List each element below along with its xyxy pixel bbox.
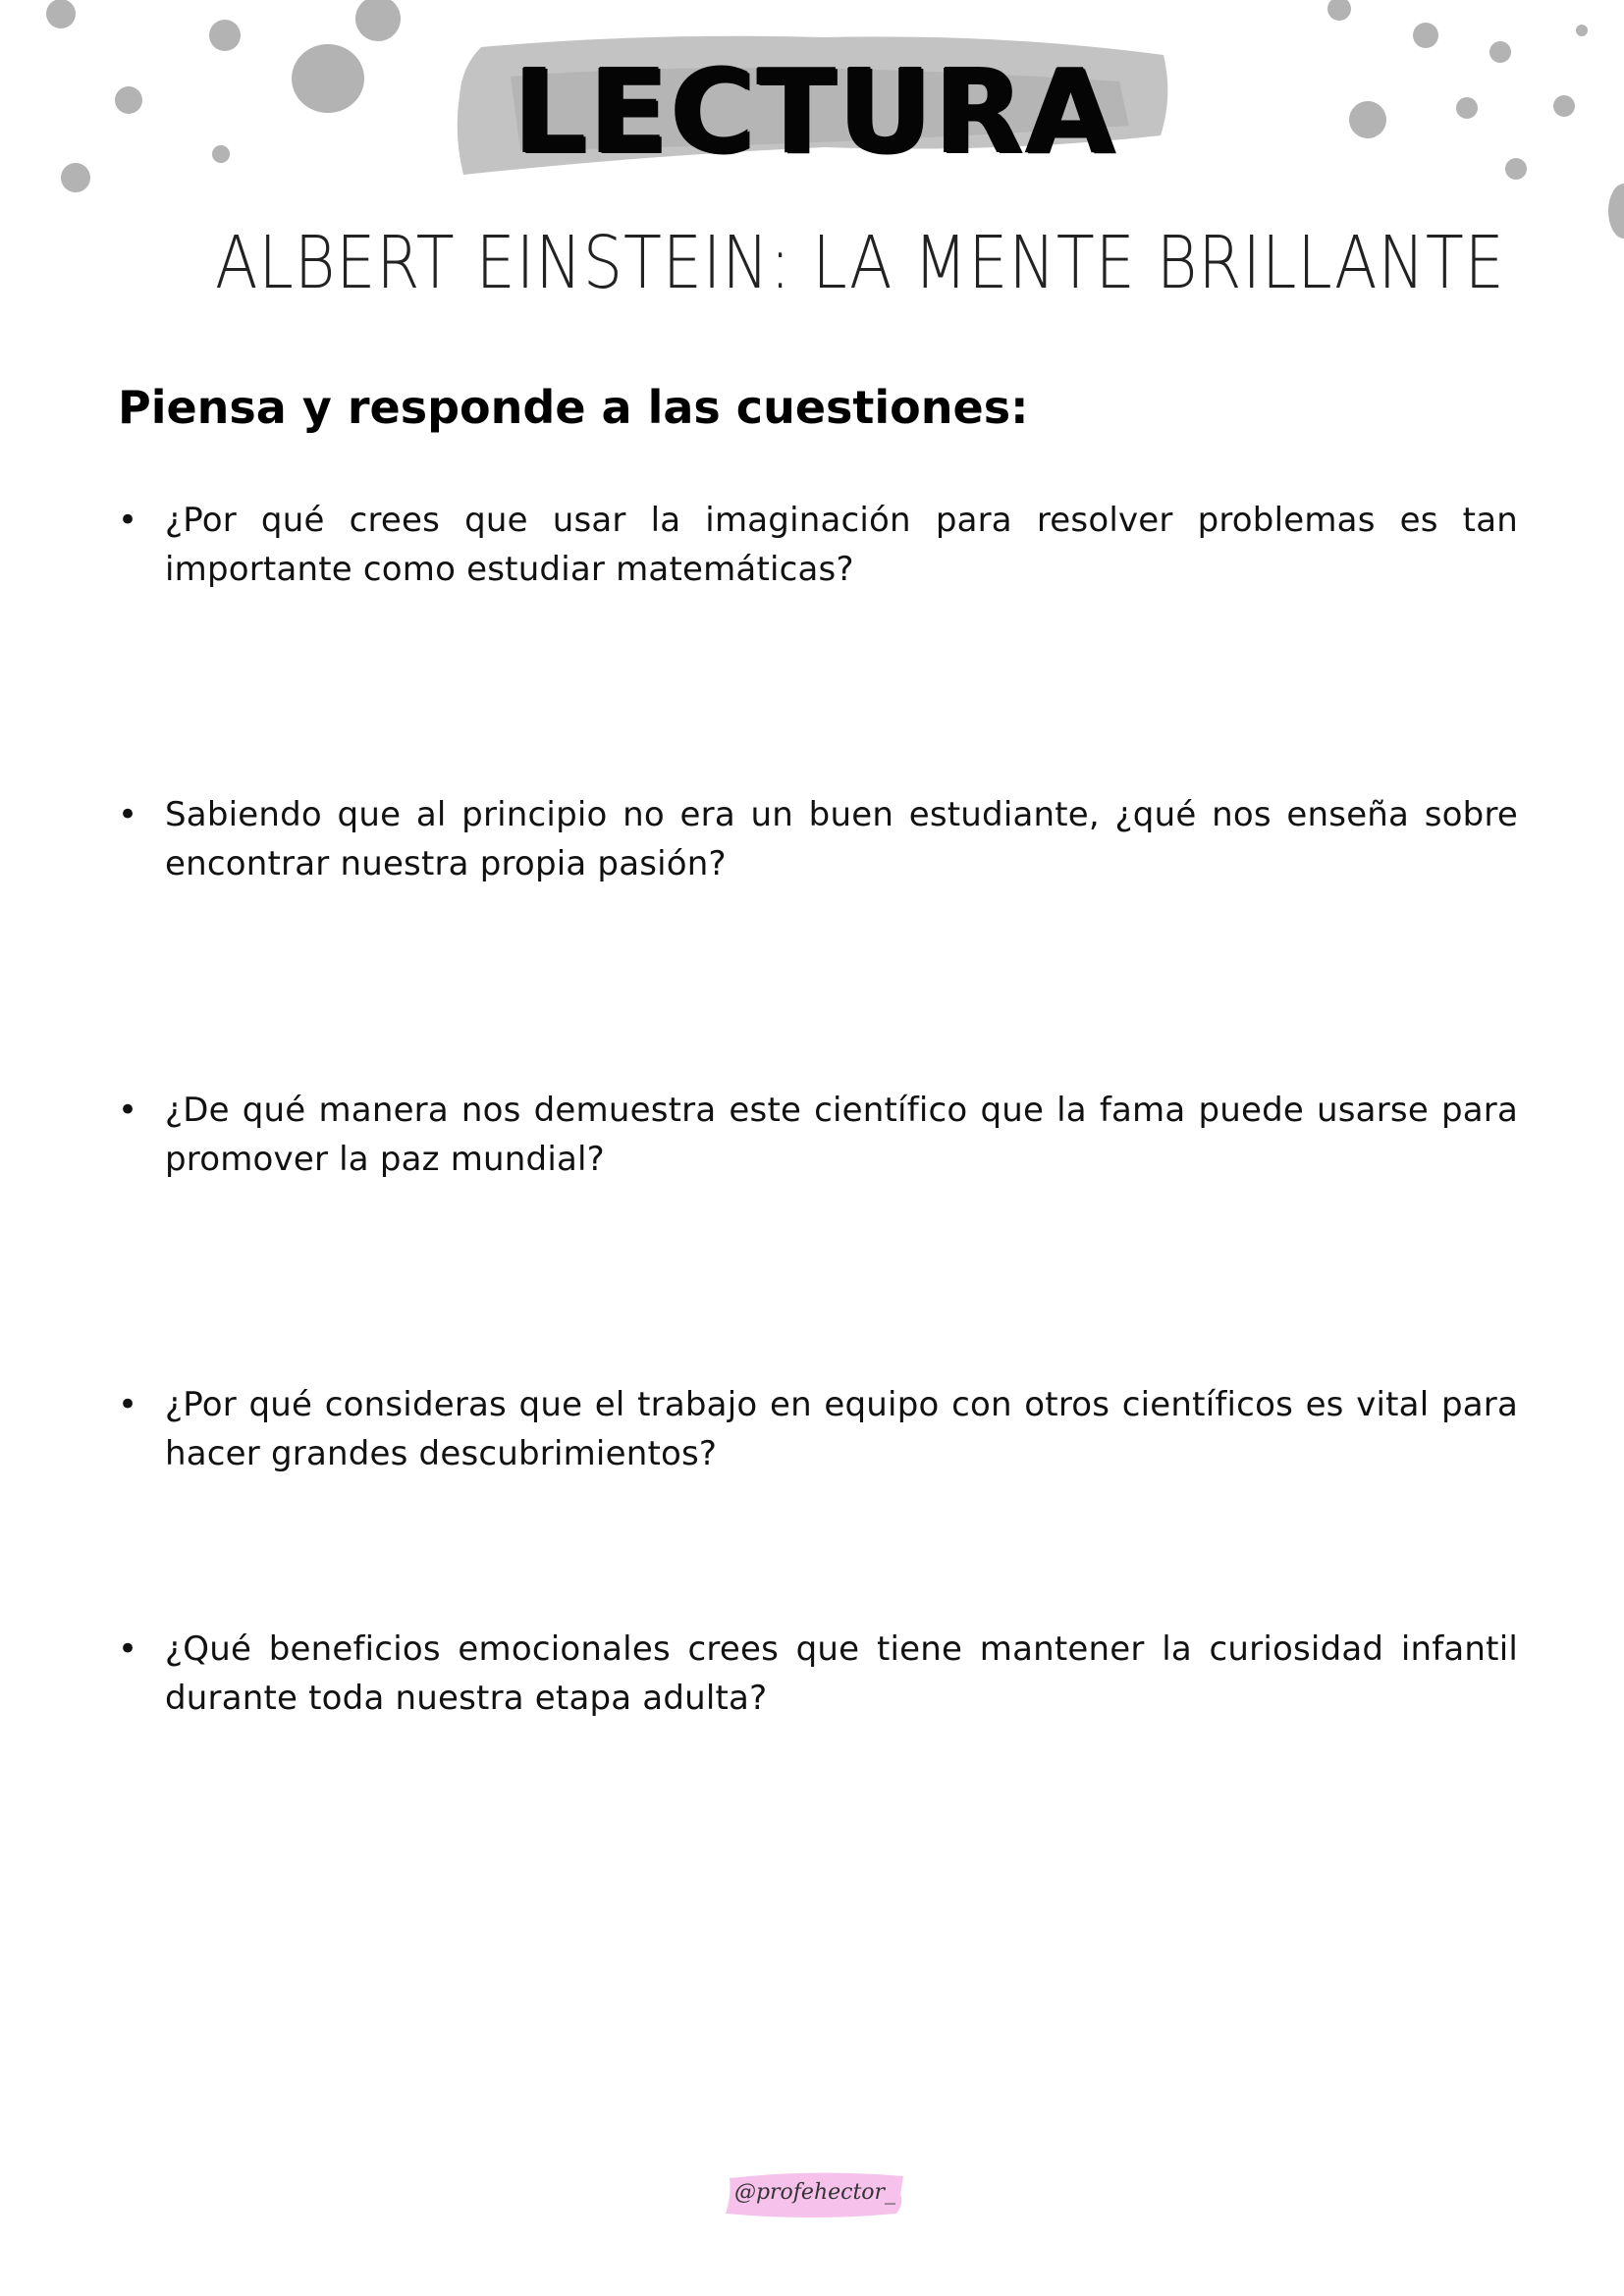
credit-handle: @profehector_ bbox=[733, 2180, 896, 2205]
question-item bbox=[118, 1086, 1518, 1184]
title-area bbox=[452, 27, 1178, 185]
bullet-icon: • bbox=[118, 501, 138, 540]
reading-subtitle: ALBERT EINSTEIN: LA MENTE BRILLANTE bbox=[214, 221, 1505, 305]
question-text: Sabiendo que al principio no era un buen estudiante, ¿qué nos enseña sobre encontrar nuestra propia pasión? bbox=[165, 795, 1518, 883]
instruction-heading: Piensa y responde a las cuestiones: bbox=[118, 381, 1029, 434]
question-text: ¿Por qué consideras que el trabajo en equipo con otros científicos es vital para hacer grandes descubrimientos? bbox=[165, 1385, 1518, 1473]
bullet-icon: • bbox=[118, 1385, 138, 1424]
question-text: ¿Por qué crees que usar la imaginación para resolver problemas es tan importante como estudiar matemáticas? bbox=[165, 501, 1518, 589]
question-item bbox=[118, 1380, 1518, 1478]
question-item bbox=[118, 790, 1518, 888]
question-text: ¿Qué beneficios emocionales crees que tiene mantener la curiosidad infantil durante toda nuestra etapa adulta? bbox=[165, 1629, 1518, 1718]
bullet-icon: • bbox=[118, 1091, 138, 1130]
question-item bbox=[118, 496, 1518, 594]
bullet-icon: • bbox=[118, 795, 138, 834]
question-text: ¿De qué manera nos demuestra este científico que la fama puede usarse para promover la paz mundial? bbox=[165, 1091, 1518, 1179]
question-item bbox=[118, 1625, 1518, 1723]
author-credit bbox=[722, 2164, 908, 2223]
page-title: LECTURA bbox=[513, 43, 1117, 179]
bullet-icon: • bbox=[118, 1629, 138, 1669]
